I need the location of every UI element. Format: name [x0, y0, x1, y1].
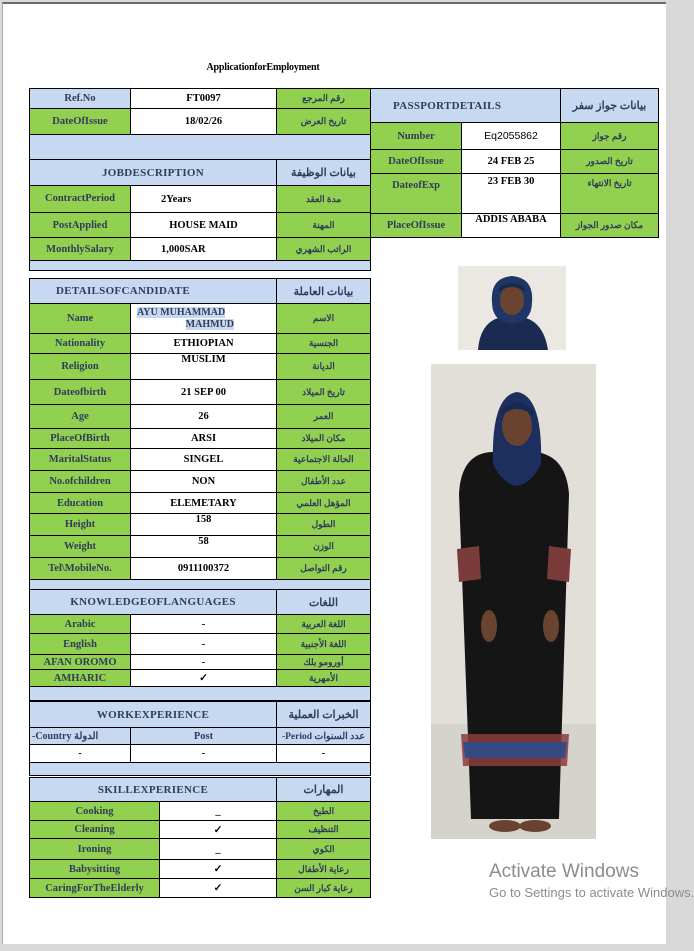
name-line-1: AYU MUHAMMAD: [137, 306, 226, 318]
passport-issue-label: DateOfIssue: [371, 150, 462, 174]
place-of-birth-ar: مكان الميلاد: [277, 429, 371, 449]
skills-table: [29, 777, 371, 898]
marital-status-value: SINGEL: [131, 449, 277, 471]
document-title: ApplicationforEmployment: [206, 62, 320, 73]
name-label-ar: الاسم: [277, 304, 371, 334]
job-heading-ar: بيانات الوظيفة: [277, 160, 371, 186]
portrait-photo: [458, 266, 566, 350]
passport-issue-value: 24 FEB 25: [462, 150, 561, 174]
post-column-header: Post: [131, 728, 277, 745]
spacer-row: [30, 687, 371, 701]
babysitting-label: Babysitting: [30, 860, 160, 879]
age-label: Age: [30, 405, 131, 429]
period-value: -: [277, 745, 371, 763]
monthly-salary-ar: الراتب الشهري: [277, 238, 371, 261]
babysitting-ar: رعاية الأطفال: [277, 860, 371, 879]
watermark-line-1: Activate Windows: [489, 861, 639, 882]
post-applied-ar: المهنة: [277, 213, 371, 238]
religion-label: Religion: [30, 354, 131, 380]
ref-label: Ref.No: [30, 89, 131, 109]
cooking-label: Cooking: [30, 802, 160, 821]
cleaning-value: ✓: [160, 821, 277, 839]
dob-value: 21 SEP 00: [131, 380, 277, 405]
arabic-ar: اللغة العربية: [277, 615, 371, 634]
phone-value: 0911100372: [131, 558, 277, 580]
job-table: [29, 88, 371, 271]
ironing-label: Ironing: [30, 839, 160, 860]
skills-heading: SKILLEXPERIENCE: [30, 778, 277, 802]
skills-heading-ar: المهارات: [277, 778, 371, 802]
marital-status-label: MaritalStatus: [30, 449, 131, 471]
application-document: [2, 2, 694, 944]
passport-number-label: Number: [371, 123, 462, 150]
passport-exp-ar: تاريخ الانتهاء: [561, 174, 659, 214]
activation-watermark: [489, 861, 694, 900]
post-applied-label: PostApplied: [30, 213, 131, 238]
name-value: [131, 304, 277, 334]
english-value: -: [131, 634, 277, 655]
contract-period-value: 2Years: [131, 186, 277, 213]
post-applied-value: HOUSE MAID: [131, 213, 277, 238]
passport-number-ar: رقم جواز: [561, 123, 659, 150]
work-table: [29, 701, 371, 776]
weight-value: 58: [131, 536, 277, 558]
passport-exp-label: DateofExp: [371, 174, 462, 214]
afan-oromo-label: AFAN OROMO: [30, 655, 131, 670]
work-heading-ar: الخبرات العملية: [277, 702, 371, 728]
passport-heading: PASSPORTDETAILS: [371, 89, 561, 123]
passport-place-value: ADDIS ABABA: [462, 214, 561, 238]
monthly-salary-label: MonthlySalary: [30, 238, 131, 261]
education-label: Education: [30, 493, 131, 514]
religion-value: MUSLIM: [131, 354, 277, 380]
ironing-ar: الكوي: [277, 839, 371, 860]
height-value: 158: [131, 514, 277, 536]
education-value: ELEMETARY: [131, 493, 277, 514]
period-column-header: -Period عدد السنوات: [277, 728, 371, 745]
age-value: 26: [131, 405, 277, 429]
afan-oromo-value: -: [131, 655, 277, 670]
name-line-2: MAHMUD: [185, 318, 234, 330]
issue-value: 18/02/26: [131, 109, 277, 135]
portrait-photo-drawing: [458, 266, 566, 350]
elderly-care-label: CaringForTheElderly: [30, 879, 160, 898]
spacer-row: [30, 763, 371, 776]
place-of-birth-label: PlaceOfBirth: [30, 429, 131, 449]
dob-label: Dateofbirth: [30, 380, 131, 405]
elderly-care-value: ✓: [160, 879, 277, 898]
elderly-care-ar: رعاية كبار السن: [277, 879, 371, 898]
work-heading: WORKEXPERIENCE: [30, 702, 277, 728]
marital-status-ar: الحالة الاجتماعية: [277, 449, 371, 471]
cooking-value: _: [160, 802, 277, 821]
english-label: English: [30, 634, 131, 655]
passport-place-label: PlaceOfIssue: [371, 214, 462, 238]
languages-table: [29, 589, 371, 701]
age-ar: العمر: [277, 405, 371, 429]
place-of-birth-value: ARSI: [131, 429, 277, 449]
ref-label-ar: رقم المرجع: [277, 89, 371, 109]
candidate-heading: DETAILSOFCANDIDATE: [30, 279, 277, 304]
cleaning-ar: التنظيف: [277, 821, 371, 839]
weight-ar: الوزن: [277, 536, 371, 558]
spacer-row: [30, 261, 371, 271]
passport-exp-value: 23 FEB 30: [462, 174, 561, 214]
passport-table: [370, 88, 659, 238]
cooking-ar: الطبخ: [277, 802, 371, 821]
cleaning-label: Cleaning: [30, 821, 160, 839]
nationality-label: Nationality: [30, 334, 131, 354]
height-ar: الطول: [277, 514, 371, 536]
passport-heading-ar: بيانات جواز سفر: [561, 89, 659, 123]
post-value: -: [131, 745, 277, 763]
arabic-label: Arabic: [30, 615, 131, 634]
ironing-value: _: [160, 839, 277, 860]
candidate-heading-ar: بيانات العاملة: [277, 279, 371, 304]
afan-oromo-ar: أورومو بلك: [277, 655, 371, 670]
height-label: Height: [30, 514, 131, 536]
amharic-ar: الأمهرية: [277, 670, 371, 687]
candidate-table: [29, 278, 371, 591]
english-ar: اللغة الأجنبية: [277, 634, 371, 655]
education-ar: المؤهل العلمي: [277, 493, 371, 514]
full-body-photo: [431, 364, 596, 839]
babysitting-value: ✓: [160, 860, 277, 879]
passport-place-ar: مكان صدور الجواز: [561, 214, 659, 238]
nationality-value: ETHIOPIAN: [131, 334, 277, 354]
passport-issue-ar: تاريخ الصدور: [561, 150, 659, 174]
spacer-row: [30, 135, 371, 160]
job-heading: JOBDESCRIPTION: [30, 160, 277, 186]
watermark-line-2: Go to Settings to activate Windows.: [489, 885, 694, 900]
weight-label: Weight: [30, 536, 131, 558]
issue-label: DateOfIssue: [30, 109, 131, 135]
phone-ar: رقم التواصل: [277, 558, 371, 580]
children-label: No.ofchildren: [30, 471, 131, 493]
name-label: Name: [30, 304, 131, 334]
religion-ar: الديانة: [277, 354, 371, 380]
amharic-value: ✓: [131, 670, 277, 687]
country-value: -: [30, 745, 131, 763]
arabic-value: -: [131, 615, 277, 634]
country-column-header: -Country الدولة: [30, 728, 131, 745]
nationality-ar: الجنسية: [277, 334, 371, 354]
contract-period-label: ContractPeriod: [30, 186, 131, 213]
amharic-label: AMHARIC: [30, 670, 131, 687]
dob-ar: تاريخ الميلاد: [277, 380, 371, 405]
monthly-salary-value: 1,000SAR: [131, 238, 277, 261]
phone-label: Tel\MobileNo.: [30, 558, 131, 580]
ref-value: FT0097: [131, 89, 277, 109]
full-body-photo-drawing: [431, 364, 596, 839]
languages-heading-ar: اللغات: [277, 590, 371, 615]
children-value: NON: [131, 471, 277, 493]
contract-period-ar: مدة العقد: [277, 186, 371, 213]
languages-heading: KNOWLEDGEOFLANGUAGES: [30, 590, 277, 615]
passport-number-value: Eq2055862: [462, 123, 561, 150]
issue-label-ar: تاريخ العرض: [277, 109, 371, 135]
children-ar: عدد الأطفال: [277, 471, 371, 493]
